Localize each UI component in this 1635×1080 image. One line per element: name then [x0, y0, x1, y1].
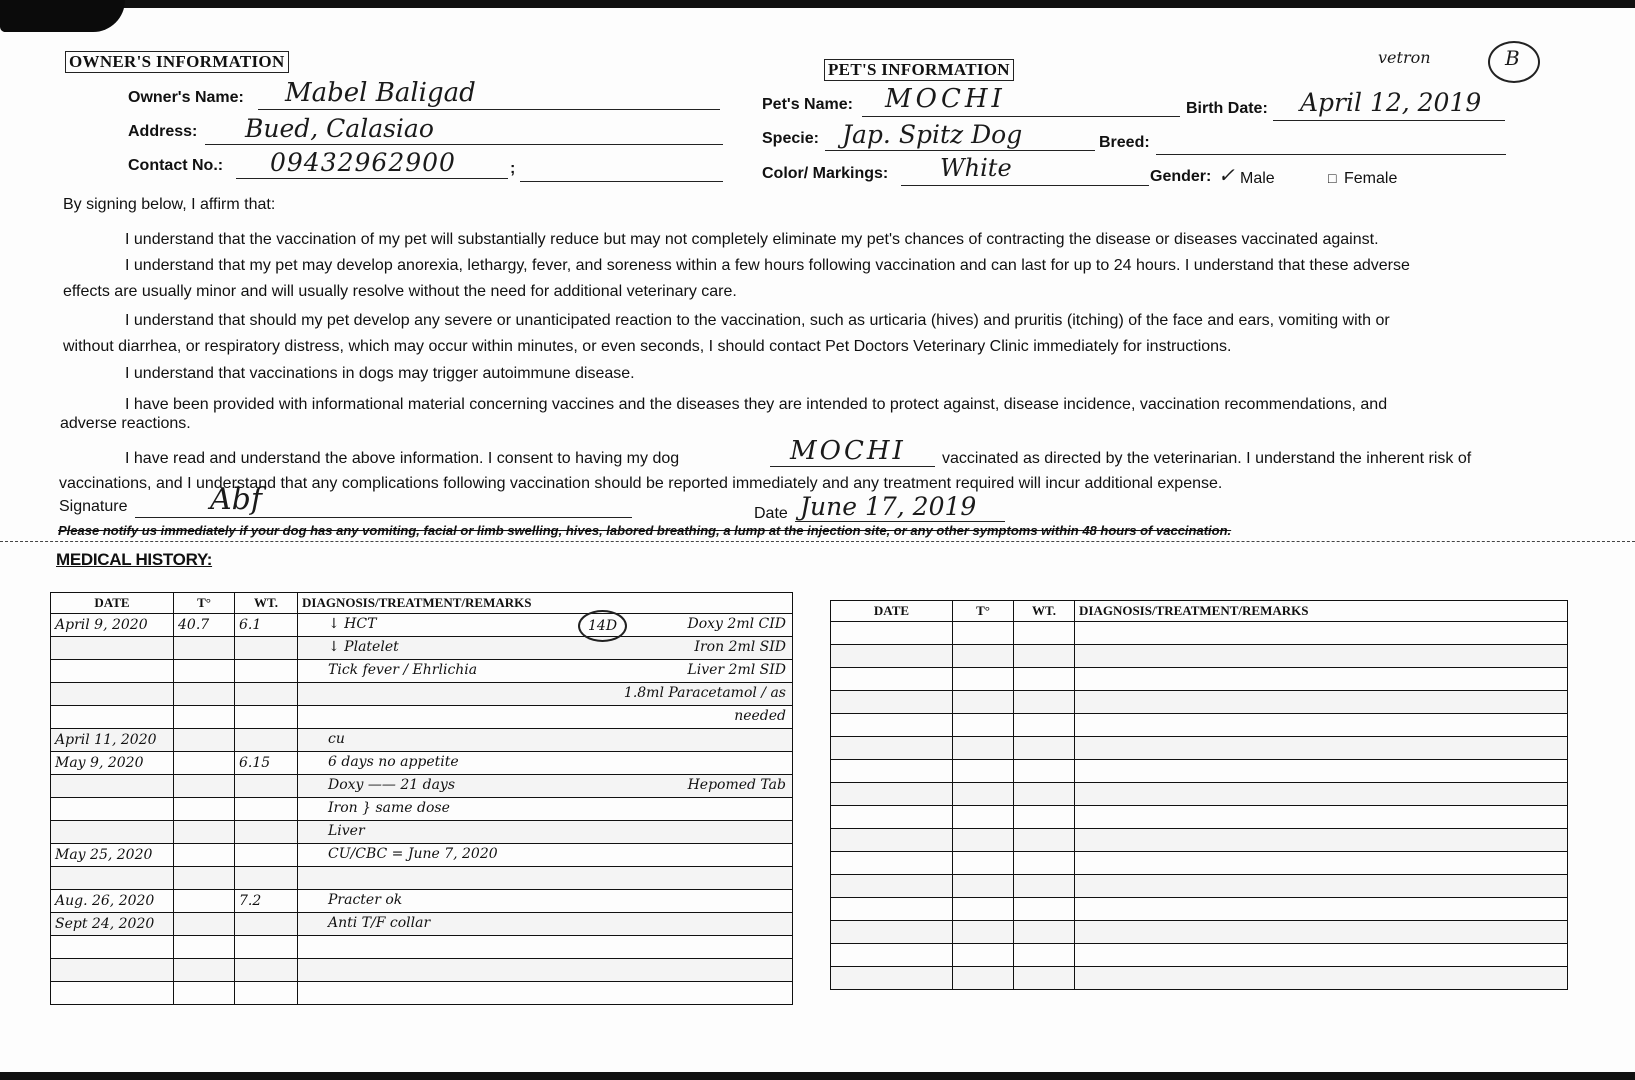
- weight-cell[interactable]: [235, 936, 298, 959]
- temperature-cell[interactable]: [174, 844, 235, 867]
- weight-cell[interactable]: [235, 867, 298, 890]
- remarks-cell[interactable]: [1075, 668, 1568, 691]
- remarks-text: Liver: [328, 823, 365, 839]
- date-cell[interactable]: [831, 737, 953, 760]
- table-row: [831, 783, 1568, 806]
- header-temp: T°: [953, 601, 1014, 622]
- remarks-cell[interactable]: [298, 614, 793, 637]
- weight-cell[interactable]: [1014, 645, 1075, 668]
- breed-label: Breed:: [1099, 134, 1150, 151]
- signature-value[interactable]: Abf: [210, 482, 262, 517]
- temperature-cell[interactable]: [174, 959, 235, 982]
- weight-cell[interactable]: [1014, 737, 1075, 760]
- breed-line: [1156, 154, 1506, 155]
- table-row: [51, 683, 793, 706]
- temperature-cell[interactable]: [953, 668, 1014, 691]
- table-row: [51, 660, 793, 683]
- temperature-cell[interactable]: [174, 982, 235, 1005]
- date-cell[interactable]: [831, 760, 953, 783]
- temperature-cell[interactable]: [953, 852, 1014, 875]
- specie-line: [825, 150, 1095, 151]
- temperature-cell[interactable]: [174, 637, 235, 660]
- temperature-cell[interactable]: [953, 829, 1014, 852]
- notice-text: Please notify us immediately if your dog has any vomiting, facial or limb swelling, hives, labored breathing, a lump at the injection site, or any other symptoms within 48 hours of vaccination.: [58, 523, 1232, 538]
- weight-cell[interactable]: [1014, 622, 1075, 645]
- consent-dog-line: [770, 466, 935, 467]
- temperature-cell[interactable]: [174, 890, 235, 913]
- table-row: [51, 821, 793, 844]
- date-cell[interactable]: May 9, 2020: [51, 752, 174, 775]
- remarks-text-right: Doxy 2ml CID: [687, 616, 786, 632]
- remarks-cell[interactable]: [298, 821, 793, 844]
- owner-name-line: [258, 109, 720, 110]
- weight-cell[interactable]: [235, 982, 298, 1005]
- remarks-text: ↓ Platelet: [328, 639, 399, 655]
- specie-label: Specie:: [762, 130, 819, 147]
- remarks-text: Iron } same dose: [328, 800, 450, 816]
- weight-cell[interactable]: [1014, 875, 1075, 898]
- header-date: DATE: [51, 593, 174, 614]
- contact-line-2: [520, 181, 723, 182]
- date-cell[interactable]: [831, 783, 953, 806]
- table-row: [831, 714, 1568, 737]
- pet-name-value[interactable]: MOCHI: [885, 84, 1006, 114]
- date-cell[interactable]: [831, 898, 953, 921]
- table-row: [51, 867, 793, 890]
- date-cell[interactable]: [831, 829, 953, 852]
- date-cell[interactable]: [51, 775, 174, 798]
- remarks-cell[interactable]: [1075, 944, 1568, 967]
- remarks-circled-note: 14D: [578, 610, 627, 642]
- table-row: [51, 936, 793, 959]
- header-date: DATE: [831, 601, 953, 622]
- signature-line: [135, 517, 632, 518]
- remarks-cell[interactable]: [298, 890, 793, 913]
- birth-date-label: Birth Date:: [1186, 100, 1268, 117]
- contact-separator: ;: [510, 160, 516, 177]
- weight-cell[interactable]: [235, 729, 298, 752]
- weight-cell[interactable]: [1014, 714, 1075, 737]
- table-row: [51, 729, 793, 752]
- weight-cell[interactable]: [1014, 760, 1075, 783]
- header-remarks: DIAGNOSIS/TREATMENT/REMARKS: [298, 593, 793, 614]
- date-cell[interactable]: [51, 982, 174, 1005]
- date-cell[interactable]: April 11, 2020: [51, 729, 174, 752]
- table-row: [831, 645, 1568, 668]
- consent-p2b: effects are usually minor and will usually resolve without the need for additional veterinary care.: [63, 283, 737, 300]
- remarks-text: Anti T/F collar: [328, 915, 431, 931]
- address-value[interactable]: Bued, Calasiao: [245, 114, 434, 143]
- weight-cell[interactable]: 7.2: [235, 890, 298, 913]
- remarks-cell[interactable]: [1075, 967, 1568, 990]
- table-row: [831, 944, 1568, 967]
- temperature-cell[interactable]: [174, 913, 235, 936]
- table-row: [51, 706, 793, 729]
- date-cell[interactable]: [831, 944, 953, 967]
- scan-blot: [0, 0, 125, 32]
- remarks-cell[interactable]: [298, 752, 793, 775]
- temperature-cell[interactable]: [174, 706, 235, 729]
- address-line: [205, 144, 723, 145]
- date-cell[interactable]: [831, 622, 953, 645]
- weight-cell[interactable]: [1014, 921, 1075, 944]
- weight-cell[interactable]: 6.1: [235, 614, 298, 637]
- weight-cell[interactable]: [1014, 829, 1075, 852]
- consent-p6b: vaccinations, and I understand that any complications following vaccination should be reported immediately and any treatment required will incur additional expense.: [59, 475, 1223, 492]
- date-cell[interactable]: [831, 921, 953, 944]
- weight-cell[interactable]: [1014, 944, 1075, 967]
- remarks-text: CU/CBC = June 7, 2020: [328, 846, 498, 862]
- remarks-cell[interactable]: [1075, 875, 1568, 898]
- date-cell[interactable]: [51, 683, 174, 706]
- table-row: [831, 622, 1568, 645]
- weight-cell[interactable]: [1014, 691, 1075, 714]
- remarks-cell[interactable]: [1075, 622, 1568, 645]
- date-cell[interactable]: [51, 637, 174, 660]
- remarks-cell[interactable]: [298, 798, 793, 821]
- table-row: [831, 691, 1568, 714]
- weight-cell[interactable]: [235, 821, 298, 844]
- temperature-cell[interactable]: 40.7: [174, 614, 235, 637]
- temperature-cell[interactable]: [174, 798, 235, 821]
- temperature-cell[interactable]: [953, 944, 1014, 967]
- temperature-cell[interactable]: [953, 875, 1014, 898]
- remarks-cell[interactable]: [298, 959, 793, 982]
- temperature-cell[interactable]: [174, 729, 235, 752]
- remarks-cell[interactable]: [298, 936, 793, 959]
- header-weight: WT.: [1014, 601, 1075, 622]
- temperature-cell[interactable]: [953, 622, 1014, 645]
- weight-cell[interactable]: [235, 637, 298, 660]
- gender-female-checkbox[interactable]: □: [1328, 170, 1337, 186]
- date-cell[interactable]: [831, 668, 953, 691]
- remarks-cell[interactable]: [1075, 921, 1568, 944]
- remarks-text-right: Iron 2ml SID: [694, 639, 786, 655]
- consent-p6a-pre: I have read and understand the above information. I consent to having my dog: [125, 450, 680, 467]
- remarks-cell[interactable]: [298, 775, 793, 798]
- table-row: [831, 852, 1568, 875]
- consent-p3b: without diarrhea, or respiratory distress, which may occur within minutes, or even seconds, I should contact Pet Doctors Veterinary Clinic immediately for instructions.: [63, 338, 1232, 355]
- table-row: [51, 752, 793, 775]
- remarks-cell[interactable]: [298, 683, 793, 706]
- header-remarks: DIAGNOSIS/TREATMENT/REMARKS: [1075, 601, 1568, 622]
- weight-cell[interactable]: [235, 913, 298, 936]
- date-cell[interactable]: [51, 706, 174, 729]
- remarks-text: 6 days no appetite: [328, 754, 459, 770]
- date-cell[interactable]: [831, 645, 953, 668]
- remarks-cell[interactable]: [1075, 783, 1568, 806]
- table-row: [51, 614, 793, 637]
- temperature-cell[interactable]: [174, 660, 235, 683]
- owner-heading: OWNER'S INFORMATION: [65, 51, 289, 73]
- pet-name-label: Pet's Name:: [762, 96, 853, 113]
- weight-cell[interactable]: [235, 683, 298, 706]
- table-row: [831, 875, 1568, 898]
- weight-cell[interactable]: [235, 775, 298, 798]
- pet-heading: PET'S INFORMATION: [824, 59, 1014, 81]
- remarks-text: cu: [328, 731, 345, 747]
- weight-cell[interactable]: [235, 844, 298, 867]
- temperature-cell[interactable]: [953, 714, 1014, 737]
- consent-p1: I understand that the vaccination of my pet will substantially reduce but may not completely eliminate my pet's chances of contracting the disease or diseases vaccinated against.: [125, 231, 1379, 248]
- temperature-cell[interactable]: [174, 867, 235, 890]
- consent-p5b: adverse reactions.: [60, 415, 191, 432]
- owner-name-value[interactable]: Mabel Baligad: [285, 78, 476, 108]
- weight-cell[interactable]: [1014, 898, 1075, 921]
- cut-line: [0, 541, 1635, 542]
- scan-edge-bottom: [0, 1072, 1635, 1080]
- table-row: [51, 637, 793, 660]
- table-row: [831, 898, 1568, 921]
- weight-cell[interactable]: [235, 660, 298, 683]
- date-cell[interactable]: [51, 821, 174, 844]
- color-value[interactable]: White: [940, 154, 1012, 182]
- date-cell[interactable]: [51, 867, 174, 890]
- scan-edge-top: [0, 0, 1635, 8]
- address-label: Address:: [128, 123, 198, 140]
- temperature-cell[interactable]: [953, 921, 1014, 944]
- table-row: [51, 775, 793, 798]
- signature-label: Signature: [59, 498, 128, 515]
- owner-name-label: Owner's Name:: [128, 89, 244, 106]
- remarks-cell[interactable]: [1075, 714, 1568, 737]
- temperature-cell[interactable]: [953, 691, 1014, 714]
- remarks-text-right: Liver 2ml SID: [687, 662, 786, 678]
- date-cell[interactable]: [831, 875, 953, 898]
- temperature-cell[interactable]: [174, 683, 235, 706]
- gender-female-option: Female: [1344, 170, 1398, 187]
- weight-cell[interactable]: 6.15: [235, 752, 298, 775]
- temperature-cell[interactable]: [953, 737, 1014, 760]
- weight-cell[interactable]: [235, 959, 298, 982]
- birth-date-value[interactable]: April 12, 2019: [1300, 88, 1482, 117]
- table-row: [831, 760, 1568, 783]
- temperature-cell[interactable]: [953, 898, 1014, 921]
- medical-table-right: [830, 600, 1568, 990]
- contact-value[interactable]: 09432962900: [270, 148, 456, 177]
- consent-p4: I understand that vaccinations in dogs may trigger autoimmune disease.: [125, 365, 635, 382]
- temperature-cell[interactable]: [174, 821, 235, 844]
- remarks-cell[interactable]: [1075, 760, 1568, 783]
- table-row: [831, 967, 1568, 990]
- table-row: [51, 890, 793, 913]
- temperature-cell[interactable]: [174, 775, 235, 798]
- remarks-cell[interactable]: [298, 982, 793, 1005]
- date-cell[interactable]: [831, 714, 953, 737]
- date-cell[interactable]: [51, 936, 174, 959]
- header-weight: WT.: [235, 593, 298, 614]
- remarks-text: Practer ok: [328, 892, 403, 908]
- table-row: [51, 913, 793, 936]
- consent-intro: By signing below, I affirm that:: [63, 196, 276, 213]
- remarks-cell[interactable]: [1075, 898, 1568, 921]
- remarks-text-right: needed: [734, 708, 786, 724]
- remarks-cell[interactable]: [298, 660, 793, 683]
- medical-table-left: [50, 592, 793, 1005]
- consent-p6a-post: vaccinated as directed by the veterinarian. I understand the inherent risk of: [942, 450, 1472, 467]
- consent-p3a: I understand that should my pet develop any severe or unanticipated reaction to the vaccination, such as urticaria (hives) and pruritis (itching) of the face and ears, vomiting with or: [125, 312, 1390, 329]
- color-line: [901, 185, 1149, 186]
- temperature-cell[interactable]: [174, 752, 235, 775]
- corner-mark: B: [1505, 46, 1520, 70]
- consent-p2a: I understand that my pet may develop anorexia, lethargy, fever, and soreness within a few hours following vaccination and can last for up to 24 hours. I understand that these adverse: [125, 257, 1410, 274]
- weight-cell[interactable]: [235, 706, 298, 729]
- date-cell[interactable]: [51, 959, 174, 982]
- contact-line: [236, 178, 508, 179]
- weight-cell[interactable]: [1014, 852, 1075, 875]
- table-row: [831, 806, 1568, 829]
- table-row: [51, 959, 793, 982]
- remarks-cell[interactable]: [298, 844, 793, 867]
- table-row: [831, 737, 1568, 760]
- medical-history-heading: MEDICAL HISTORY:: [56, 550, 213, 569]
- remarks-cell[interactable]: [1075, 852, 1568, 875]
- pet-name-line: [862, 116, 1180, 117]
- date-cell[interactable]: [831, 691, 953, 714]
- weight-cell[interactable]: [1014, 806, 1075, 829]
- table-row: [831, 829, 1568, 852]
- remarks-cell[interactable]: [1075, 691, 1568, 714]
- table-row: [51, 798, 793, 821]
- remarks-cell[interactable]: [1075, 829, 1568, 852]
- specie-value[interactable]: Jap. Spitz Dog: [842, 120, 1023, 149]
- remarks-cell[interactable]: [298, 706, 793, 729]
- date-cell[interactable]: April 9, 2020: [51, 614, 174, 637]
- table-row: [831, 921, 1568, 944]
- consent-p5a: I have been provided with informational material concerning vaccines and the diseases they are intended to protect against, disease incidence, vaccination recommendations, and: [125, 396, 1388, 413]
- remarks-text: Doxy —— 21 days: [328, 777, 456, 793]
- weight-cell[interactable]: [1014, 967, 1075, 990]
- contact-label: Contact No.:: [128, 157, 224, 174]
- temperature-cell[interactable]: [953, 806, 1014, 829]
- temperature-cell[interactable]: [953, 783, 1014, 806]
- table-row: [51, 844, 793, 867]
- remarks-text-right: Hepomed Tab: [687, 777, 786, 793]
- remarks-cell[interactable]: [1075, 737, 1568, 760]
- gender-label: Gender:: [1150, 168, 1212, 185]
- date-line: [795, 521, 1005, 522]
- remarks-text: ↓ HCT: [328, 616, 377, 632]
- date-cell[interactable]: May 25, 2020: [51, 844, 174, 867]
- date-cell[interactable]: [831, 967, 953, 990]
- date-value[interactable]: June 17, 2019: [800, 492, 977, 521]
- header-temp: T°: [174, 593, 235, 614]
- date-cell[interactable]: [51, 660, 174, 683]
- remarks-cell[interactable]: [298, 867, 793, 890]
- birth-date-line: [1273, 120, 1505, 121]
- consent-dog-name[interactable]: MOCHI: [790, 436, 906, 466]
- date-cell[interactable]: Sept 24, 2020: [51, 913, 174, 936]
- remarks-cell[interactable]: [1075, 806, 1568, 829]
- remarks-text-right: 1.8ml Paracetamol / as: [623, 685, 786, 701]
- remarks-text: Tick fever / Ehrlichia: [328, 662, 478, 678]
- table-row: [51, 982, 793, 1005]
- date-cell[interactable]: [51, 798, 174, 821]
- temperature-cell[interactable]: [953, 760, 1014, 783]
- corner-note: vetron: [1378, 48, 1431, 67]
- date-cell[interactable]: Aug. 26, 2020: [51, 890, 174, 913]
- weight-cell[interactable]: [1014, 783, 1075, 806]
- remarks-cell[interactable]: [298, 913, 793, 936]
- remarks-cell[interactable]: [298, 637, 793, 660]
- date-label: Date: [754, 505, 788, 522]
- weight-cell[interactable]: [1014, 668, 1075, 691]
- temperature-cell[interactable]: [174, 936, 235, 959]
- gender-male-checkmark[interactable]: ✓: [1218, 163, 1235, 187]
- remarks-cell[interactable]: [1075, 645, 1568, 668]
- temperature-cell[interactable]: [953, 967, 1014, 990]
- table-row: [831, 668, 1568, 691]
- remarks-cell[interactable]: [298, 729, 793, 752]
- weight-cell[interactable]: [235, 798, 298, 821]
- date-cell[interactable]: [831, 806, 953, 829]
- temperature-cell[interactable]: [953, 645, 1014, 668]
- color-label: Color/ Markings:: [762, 165, 889, 182]
- date-cell[interactable]: [831, 852, 953, 875]
- gender-male-option: Male: [1240, 170, 1275, 187]
